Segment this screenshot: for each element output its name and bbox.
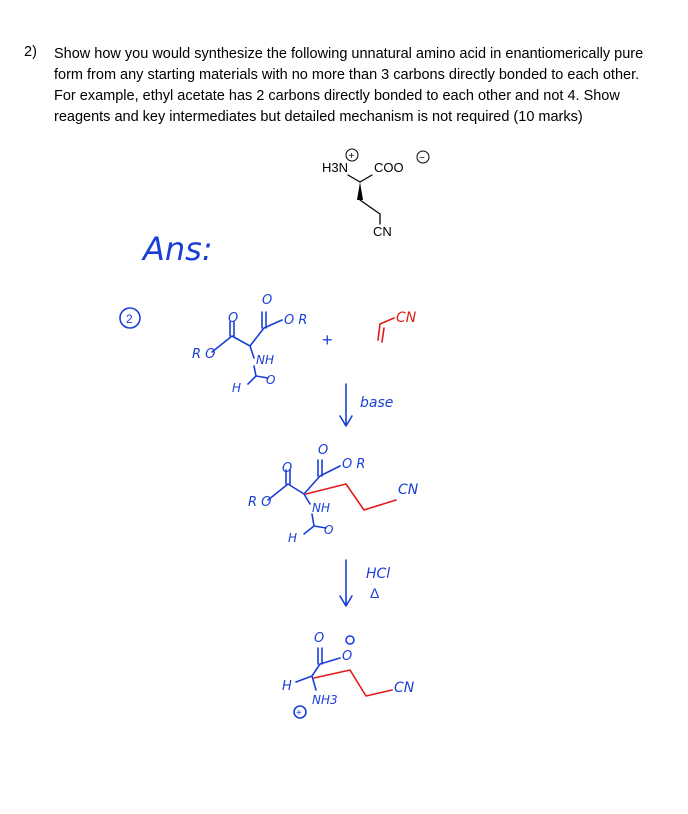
step1-plus: + (322, 330, 333, 350)
target-amine: H3N (322, 160, 349, 175)
step1-left-O: O (228, 311, 239, 326)
reagent-base: base (360, 395, 394, 411)
target-side-chain (360, 200, 380, 224)
answer-heading: Ans: (143, 230, 213, 268)
product-carboxylate-O: O (342, 649, 353, 664)
product-plus: + (296, 708, 302, 719)
step2-right-OR: O R (342, 457, 366, 472)
reagent-heat: Δ (370, 585, 380, 601)
step1-right-OR: O R (284, 313, 308, 328)
question-line-3: For example, ethyl acetate has 2 carbons directly bonded to each other and not 4. Show (54, 88, 620, 104)
step2-intermediate (248, 443, 419, 545)
step1-formyl-H: H (232, 381, 242, 395)
acrylonitrile (378, 310, 417, 342)
step1-malonate (192, 293, 307, 395)
step2-right-O: O (318, 443, 329, 458)
step1-nh-bond (250, 346, 254, 358)
step2-formyl-H: H (288, 531, 298, 545)
question-line-2: form from any starting materials with no more than 3 carbons directly bonded to each other. (54, 67, 640, 83)
target-backbone (348, 175, 372, 182)
target-plus-charge: + (348, 151, 355, 162)
step2-NH: NH (312, 501, 330, 515)
step1-formyl-O: O (266, 373, 276, 387)
step1-formyl (248, 366, 268, 384)
final-product (282, 631, 415, 719)
question-number: 2) (24, 44, 37, 60)
target-molecule (322, 149, 429, 239)
product-carbonyl (318, 648, 322, 664)
question-line-4: reagents and key intermediates but detailed mechanism is not required (10 marks) (54, 109, 583, 125)
target-minus-charge: − (419, 153, 425, 164)
step2-formyl (304, 514, 326, 534)
step2-left-RO: R O (248, 495, 272, 510)
product-carbonyl-O: O (314, 631, 325, 646)
step1-NH: NH (256, 353, 274, 367)
product-minus-mark (346, 636, 354, 644)
step2-left-O: O (282, 461, 293, 476)
step1-skeleton (212, 320, 282, 352)
step2-formyl-O: O (324, 523, 334, 537)
acrylonitrile-chain (378, 318, 394, 340)
acrylonitrile-CN: CN (396, 310, 417, 326)
target-wedge-bond (357, 182, 363, 200)
step2-CN: CN (398, 482, 419, 498)
step1-left-RO: R O (192, 347, 216, 362)
question-line-1: Show how you would synthesize the following unnatural amino acid in enantiomerically pure (54, 46, 644, 62)
target-carboxylate: COO (374, 160, 404, 175)
step1-right-carbonyl (262, 312, 266, 328)
circled-number: 2 (126, 312, 133, 326)
reagent-HCl: HCl (366, 566, 391, 582)
step2-nh-bond (304, 494, 310, 504)
product-alpha-H: H (282, 679, 292, 694)
step1-right-O: O (262, 293, 273, 308)
acrylonitrile-double-bond (382, 328, 384, 342)
reaction-arrow-1 (340, 384, 352, 426)
step2-right-carbonyl (318, 460, 322, 476)
reaction-arrow-2 (340, 560, 352, 606)
target-nitrile: CN (373, 224, 392, 239)
product-CN: CN (394, 680, 415, 696)
product-NH3: NH3 (312, 693, 338, 707)
